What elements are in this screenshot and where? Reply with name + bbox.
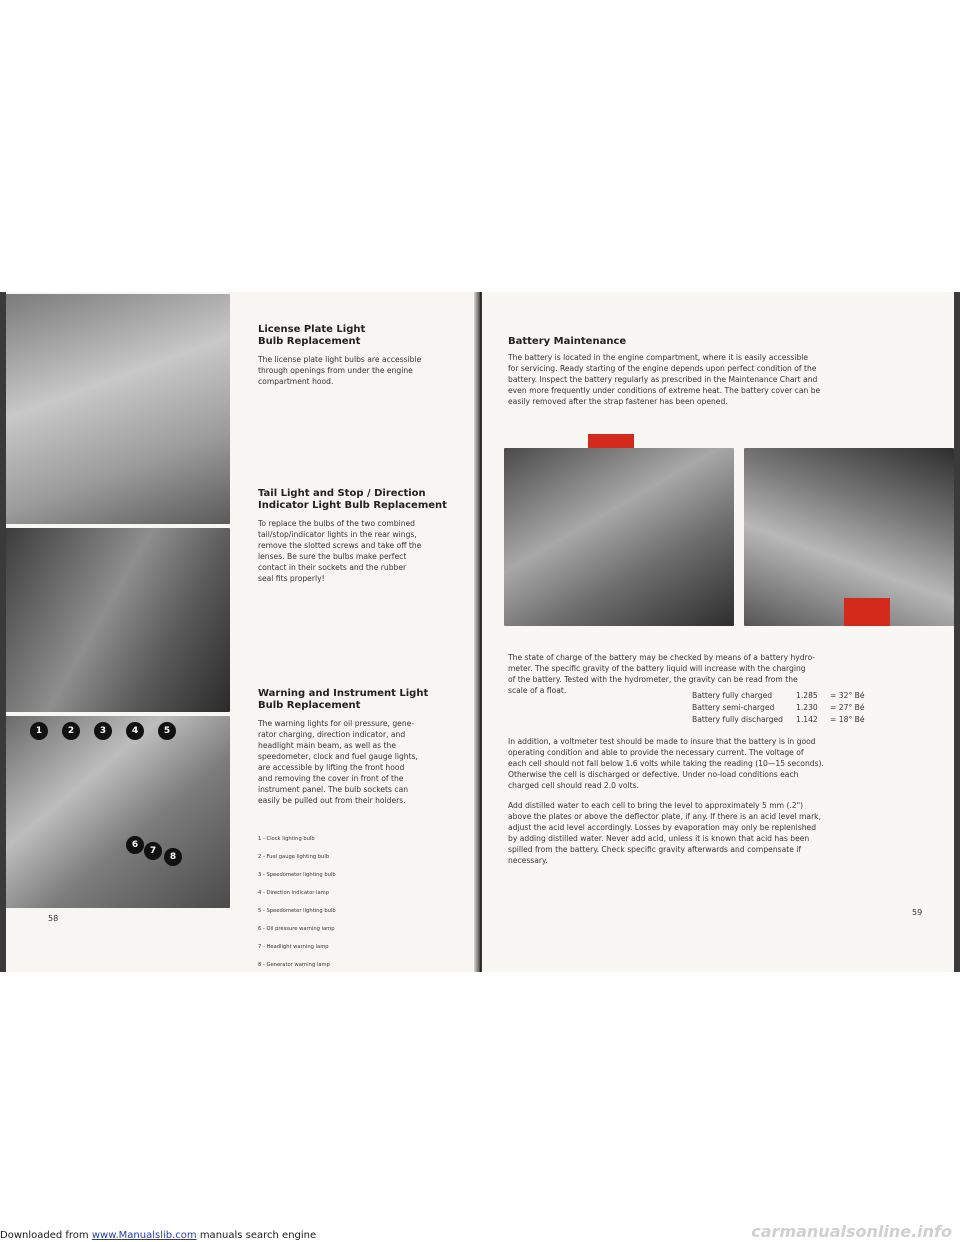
gravity-row: Battery fully charged 1.285 = 32° Bé bbox=[692, 691, 865, 700]
right-edge bbox=[954, 292, 960, 972]
battery-intro: The battery is located in the engine compartment, where it is easily accessible for servicing. Ready starting of the engine depends upon perfect condition of the battery. Inspect the battery regularly as prescribed in the Maintenance Chart and even more frequently under conditions of extreme heat. The battery cover can be easily removed after the strap fastener has been opened. bbox=[508, 353, 821, 406]
marker-3: 3 bbox=[94, 722, 112, 740]
site-watermark: carmanualsonline.info bbox=[751, 1222, 952, 1241]
tail-light-heading: Tail Light and Stop / Direction Indicator Light Bulb Replacement bbox=[258, 488, 447, 511]
warning-light-heading: Warning and Instrument Light Bulb Replacement bbox=[258, 688, 429, 711]
license-plate-photo bbox=[4, 294, 230, 524]
marker-7: 7 bbox=[144, 842, 162, 860]
page-number-left: 58 bbox=[48, 914, 59, 923]
red-marker-top bbox=[588, 434, 634, 448]
gravity-row: Battery fully discharged 1.142 = 18° Bé bbox=[692, 715, 865, 724]
right-page bbox=[482, 292, 960, 972]
marker-2: 2 bbox=[62, 722, 80, 740]
bulb-legend: 1 - Clock lighting bulb 2 - Fuel gauge lighting bulb 3 - Speedometer lighting bulb 4 - Direction indicator lamp 5 - Speedometer lighting bulb 6 - Oil pressure warning lamp 7 - Headlight warning lamp 8 - Generator warning lamp bbox=[258, 836, 336, 968]
license-plate-heading: License Plate Light Bulb Replacement bbox=[258, 324, 366, 347]
tail-light-photo bbox=[4, 528, 230, 712]
left-edge bbox=[0, 292, 6, 972]
left-page bbox=[0, 292, 478, 972]
license-plate-text: The license plate light bulbs are accessible through openings from under the engine compartment hood. bbox=[258, 355, 422, 386]
warning-light-text: The warning lights for oil pressure, gene- rator charging, direction indicator, and headlight main beam, as well as the speedometer, clock and fuel gauge lights, are accessible by lifting the front hood and removing the cover in front of the instrument panel. The bulb sockets can easily be pulled out from their holders. bbox=[258, 719, 418, 805]
manual-spread bbox=[0, 292, 960, 972]
marker-8: 8 bbox=[164, 848, 182, 866]
red-marker-bottom bbox=[844, 598, 890, 626]
footer-suffix: manuals search engine bbox=[196, 1230, 317, 1241]
battery-heading: Battery Maintenance bbox=[508, 336, 627, 347]
marker-4: 4 bbox=[126, 722, 144, 740]
footer-prefix: Downloaded from bbox=[0, 1230, 92, 1241]
manualslib-link[interactable]: www.Manualslib.com bbox=[91, 1230, 197, 1241]
gravity-table bbox=[692, 690, 882, 726]
tail-light-text: To replace the bulbs of the two combined tail/stop/indicator lights in the rear wings, remove the slotted screws and take off the lenses. Be sure the bulbs make perfect contact in their sockets and the rubber seal fits properly! bbox=[258, 519, 422, 583]
instrument-panel-photo bbox=[4, 716, 230, 908]
hydrometer-text: The state of charge of the battery may be checked by means of a battery hydro- meter. The specific gravity of the battery liquid will increase with the charging of the battery. Tested with the hydrometer, the gravity can be read from the scale of a float. bbox=[508, 653, 816, 695]
marker-1: 1 bbox=[30, 722, 48, 740]
voltmeter-text: In addition, a voltmeter test should be made to insure that the battery is in good operating condition and able to provide the necessary current. The voltage of each cell should not fall below 1.6 volts while taking the reading (10—15 seconds). Otherwise the cell is discharged or defective. Under no-load conditions each charged cell should read 2.0 volts. bbox=[508, 737, 824, 790]
marker-5: 5 bbox=[158, 722, 176, 740]
battery-compartment-photo bbox=[504, 448, 734, 626]
distilled-water-text: Add distilled water to each cell to bring the level to approximately 5 mm (.2") above the plates or above the deflector plate, if any. If there is an acid level mark, adjust the acid level accordingly. Losses by evaporation may only be replenished by adding distilled water. Never add acid, unless it is known that acid has been spilled from the battery. Check specific gravity afterwards and compensate if necessary. bbox=[508, 801, 821, 865]
marker-6: 6 bbox=[126, 836, 144, 854]
gravity-row: Battery semi-charged 1.230 = 27° Bé bbox=[692, 703, 865, 712]
page-number-right: 59 bbox=[912, 908, 923, 917]
download-footer bbox=[0, 1230, 316, 1241]
